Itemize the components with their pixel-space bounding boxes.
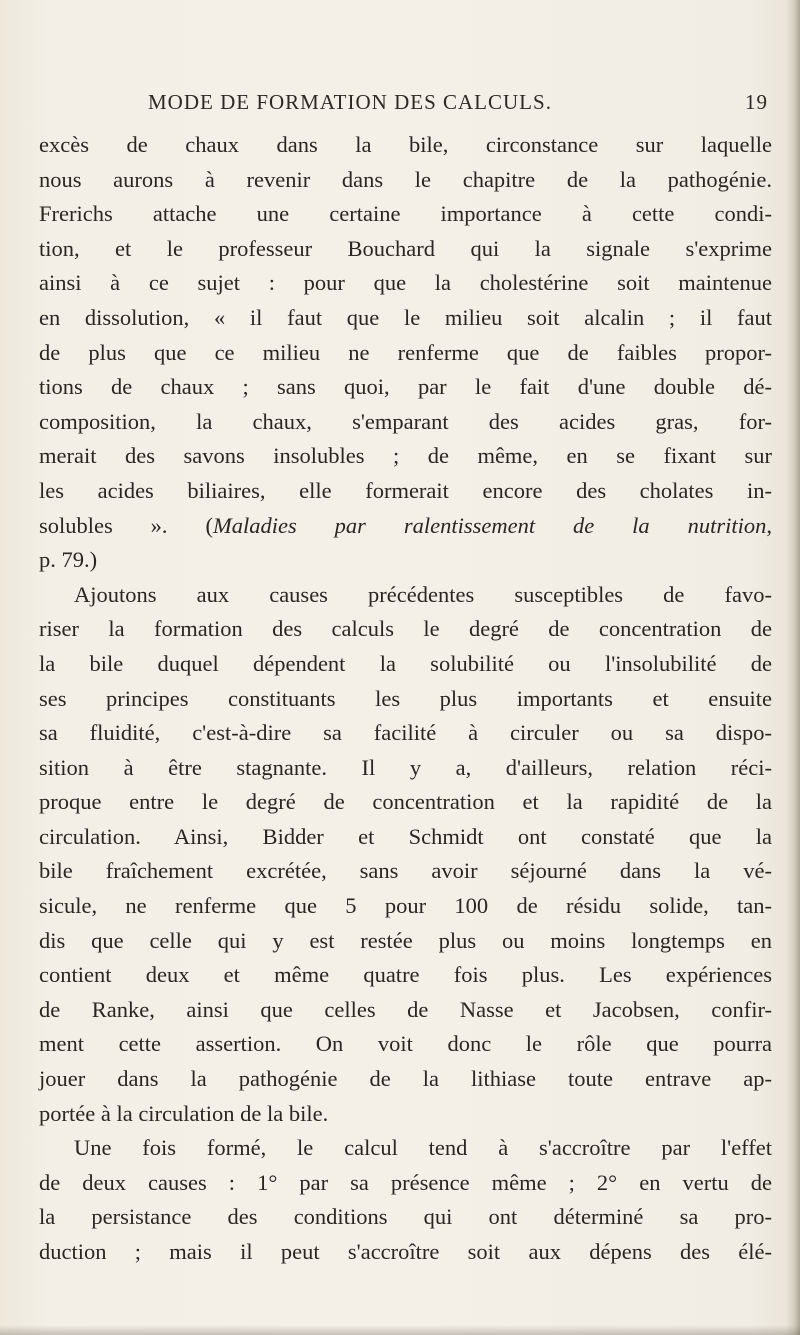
text-line: nous aurons à revenir dans le chapitre de la pathogénie.: [39, 166, 772, 192]
text-line: Une fois formé, le calcul tend à s'accroître par l'effet: [74, 1135, 772, 1161]
body-text: [39, 128, 772, 1270]
text-line: de Ranke, ainsi que celles de Nasse et Jacobsen, confir-: [39, 996, 772, 1022]
page-number: 19: [745, 90, 768, 114]
text-line: excès de chaux dans la bile, circonstance sur laquelle: [39, 132, 772, 157]
page-edge-shadow: [786, 0, 800, 1335]
text-line: de plus que ce milieu ne renferme que de faibles propor-: [39, 339, 772, 365]
text-line: Frerichs attache une certaine importance à cette condi-: [39, 201, 772, 227]
text-line: riser la formation des calculs le degré de concentration de: [39, 616, 772, 642]
text-line: duction ; mais il peut s'accroître soit aux dépens des élé-: [39, 1239, 772, 1264]
text-line: la persistance des conditions qui ont déterminé sa pro-: [39, 1204, 772, 1230]
text-line: Ajoutons aux causes précédentes susceptibles de favo-: [74, 581, 772, 607]
text-line: les acides biliaires, elle formerait encore des cholates in-: [39, 477, 772, 503]
text-line: en dissolution, « il faut que le milieu soit alcalin ; il faut: [39, 304, 772, 330]
text-line: proque entre le degré de concentration et la rapidité de la: [39, 789, 772, 815]
text-line: sicule, ne renferme que 5 pour 100 de résidu solide, tan-: [39, 893, 772, 919]
text-line: ainsi à ce sujet : pour que la cholestérine soit maintenue: [39, 270, 772, 296]
text-line: bile fraîchement excrétée, sans avoir séjourné dans la vé-: [39, 858, 772, 884]
page-bottom-shadow: [0, 1325, 800, 1335]
paragraph-2: [39, 578, 772, 1132]
text-line: jouer dans la pathogénie de la lithiase toute entrave ap-: [39, 1066, 772, 1092]
paragraph-1: [39, 128, 772, 578]
text-line: portée à la circulation de la bile.: [39, 1100, 329, 1126]
running-head-title: MODE DE FORMATION DES CALCULS.: [148, 90, 552, 114]
text-line: solubles ». (Maladies par ralentissement de la nutrition,: [39, 512, 772, 538]
text-line: de deux causes : 1° par sa présence même ; 2° en vertu de: [39, 1169, 772, 1195]
text-line: contient deux et même quatre fois plus. Les expériences: [39, 962, 772, 988]
text-line: sition à être stagnante. Il y a, d'ailleurs, relation réci-: [39, 754, 772, 780]
paragraph-3: [39, 1131, 772, 1269]
text-line: merait des savons insolubles ; de même, en se fixant sur: [39, 443, 772, 469]
text-line: tion, et le professeur Bouchard qui la signale s'exprime: [39, 235, 772, 261]
text-line: sa fluidité, c'est-à-dire sa facilité à circuler ou sa dispo-: [39, 720, 772, 746]
text-line: la bile duquel dépendent la solubilité ou l'insolubilité de: [39, 650, 772, 676]
text-line: composition, la chaux, s'emparant des acides gras, for-: [39, 408, 772, 434]
text-line: ment cette assertion. On voit donc le rôle que pourra: [39, 1031, 772, 1057]
text-line: circulation. Ainsi, Bidder et Schmidt ont constaté que la: [39, 823, 772, 849]
text-line: tions de chaux ; sans quoi, par le fait d'une double dé-: [39, 374, 772, 400]
text-line: dis que celle qui y est restée plus ou moins longtemps en: [39, 927, 772, 953]
text-line: ses principes constituants les plus importants et ensuite: [39, 685, 772, 711]
text-line: p. 79.): [39, 547, 98, 573]
book-title-reference: Maladies par ralentissement de la nutrition: [212, 512, 767, 538]
